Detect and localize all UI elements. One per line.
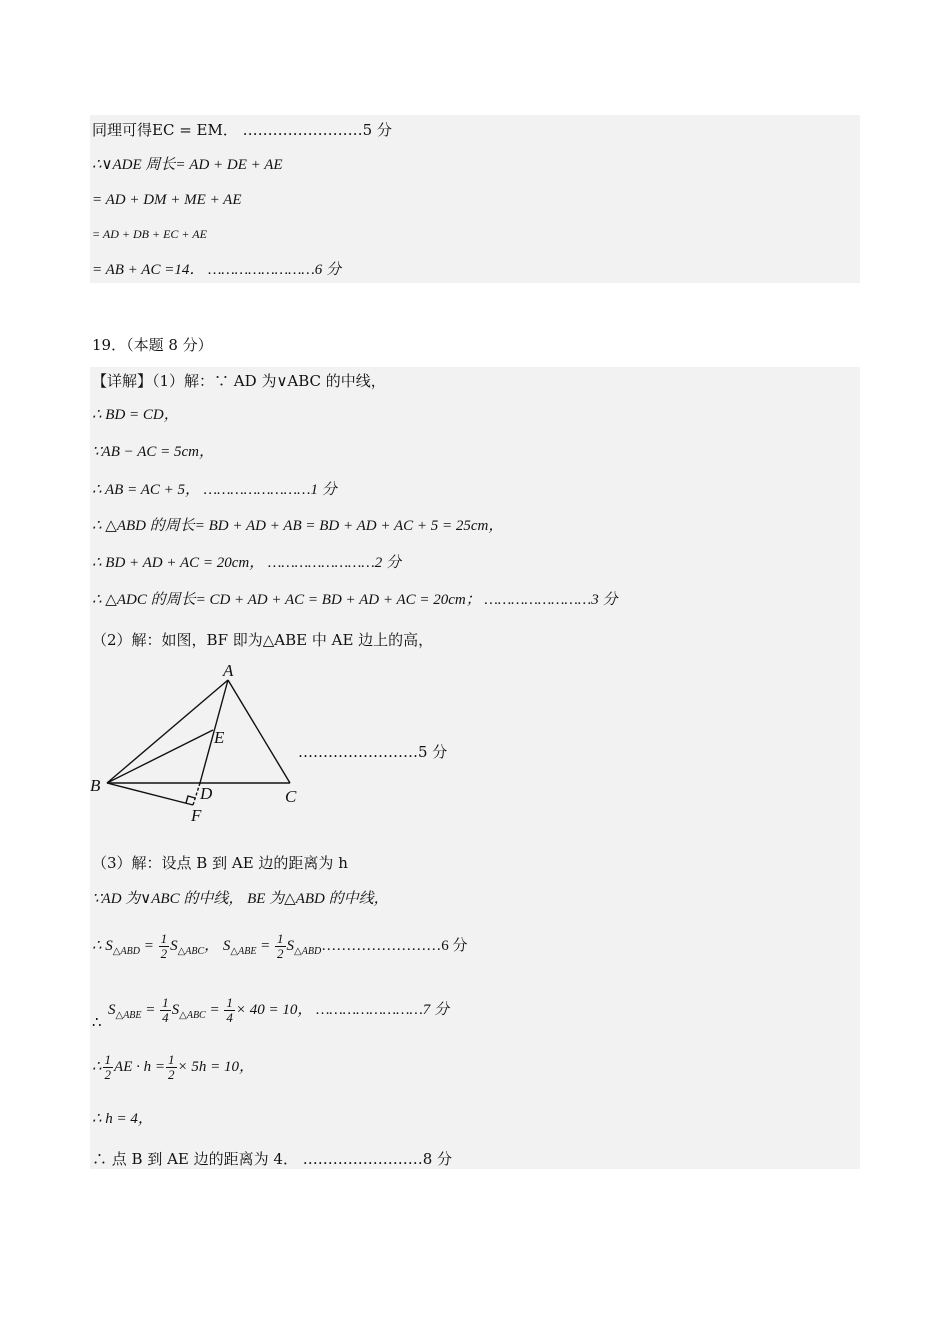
text-line: 同理可得EC = EM． ……………………5 分	[92, 121, 392, 139]
numerator: 1	[277, 931, 284, 947]
right-angle-mark	[186, 796, 195, 803]
text-line: ∵AD 为∨ABC 的中线， BE 为△ABD 的中线，	[92, 891, 389, 907]
area-value-line	[92, 993, 449, 1033]
equation-text: × 5h = 10，	[177, 1059, 254, 1075]
triangle-figure	[85, 660, 305, 830]
text-line: ∴ BD + AD + AC = 20cm， ……………………2 分	[92, 555, 401, 571]
subscript: △ABC	[177, 946, 205, 957]
label-d: D	[200, 784, 213, 803]
label-a: A	[223, 661, 234, 680]
text-line: = AB + AC =14． ……………………6 分	[92, 262, 342, 278]
label-e: E	[214, 728, 225, 747]
denominator: 4	[162, 1010, 169, 1026]
equals: =	[139, 938, 158, 954]
question-header: 19．（本题 8 分）	[92, 336, 213, 354]
text-line: = AD + DM + ME + AE	[92, 192, 242, 208]
value-text: × 40 = 10， ……………………7 分	[235, 1002, 450, 1018]
therefore-symbol: ∴	[92, 1059, 102, 1075]
numerator: 1	[104, 1052, 112, 1068]
fraction	[160, 996, 171, 1025]
denominator: 2	[104, 1067, 112, 1083]
segment-bf	[107, 783, 193, 805]
label-b: B	[90, 776, 101, 795]
s-symbol: S	[108, 1002, 116, 1018]
text-line: ∴ h = 4，	[92, 1111, 153, 1127]
text-line: （3）解：设点 B 到 AE 边的距离为 h	[92, 854, 348, 872]
text-line: ∴∨ADE 周长= AD + DE + AE	[92, 157, 283, 173]
label-c: C	[285, 787, 297, 806]
equals: =	[256, 938, 275, 954]
label-f: F	[191, 806, 202, 825]
text-line: （2）解：如图，BF 即为△ABE 中 AE 边上的高，	[92, 631, 434, 649]
area-relation-line	[92, 929, 467, 969]
text-line: 【详解】（1）解：∵ AD 为∨ABC 的中线，	[92, 372, 386, 390]
s-symbol: S	[171, 1002, 180, 1018]
subscript: △ABE	[230, 946, 257, 957]
text-line: ∴ 点 B 到 AE 边的距离为 4． ……………………8 分	[92, 1150, 453, 1168]
extension-df	[193, 783, 200, 805]
therefore-s: ∴ S	[92, 938, 113, 954]
s-symbol: S	[286, 938, 295, 954]
equals: =	[141, 1002, 160, 1018]
height-equation-line	[92, 1050, 254, 1084]
subscript: △ABC	[179, 1010, 206, 1021]
equation-text: AE · h =	[114, 1059, 165, 1075]
fraction	[159, 932, 170, 961]
fraction	[224, 996, 235, 1025]
s-symbol: S	[170, 938, 178, 954]
subscript: △ABD	[294, 946, 322, 957]
denominator: 2	[160, 946, 168, 962]
text-line: ∴ △ADC 的周长= CD + AD + AC = BD + AD + AC = 20cm； ……………………3 分	[92, 592, 618, 608]
numerator: 1	[168, 1052, 175, 1068]
score-marker: ……………………6 分	[321, 938, 468, 954]
numerator: 1	[162, 995, 169, 1011]
numerator: 1	[160, 931, 168, 947]
numerator: 1	[226, 995, 233, 1011]
denominator: 2	[277, 946, 284, 962]
therefore-symbol: ∴	[92, 1013, 102, 1031]
figure-score: ……………………5 分	[298, 743, 448, 761]
denominator: 4	[226, 1010, 233, 1026]
text-line: = AD + DB + EC + AE	[92, 227, 207, 241]
text-line: ∴ △ABD 的周长= BD + AD + AB = BD + AD + AC + 5 = 25cm，	[92, 518, 504, 534]
separator: ， S	[204, 938, 231, 954]
subscript: △ABD	[112, 946, 140, 957]
equals: =	[205, 1002, 224, 1018]
denominator: 2	[168, 1067, 175, 1083]
fraction	[103, 1053, 114, 1082]
text-line: ∴ BD = CD，	[92, 407, 179, 423]
fraction	[166, 1053, 177, 1082]
text-line: ∵AB − AC = 5cm，	[92, 444, 214, 460]
subscript: △ABE	[115, 1010, 142, 1021]
segment-ac	[228, 680, 290, 783]
fraction	[275, 932, 286, 961]
text-line: ∴ AB = AC + 5， ……………………1 分	[92, 482, 337, 498]
